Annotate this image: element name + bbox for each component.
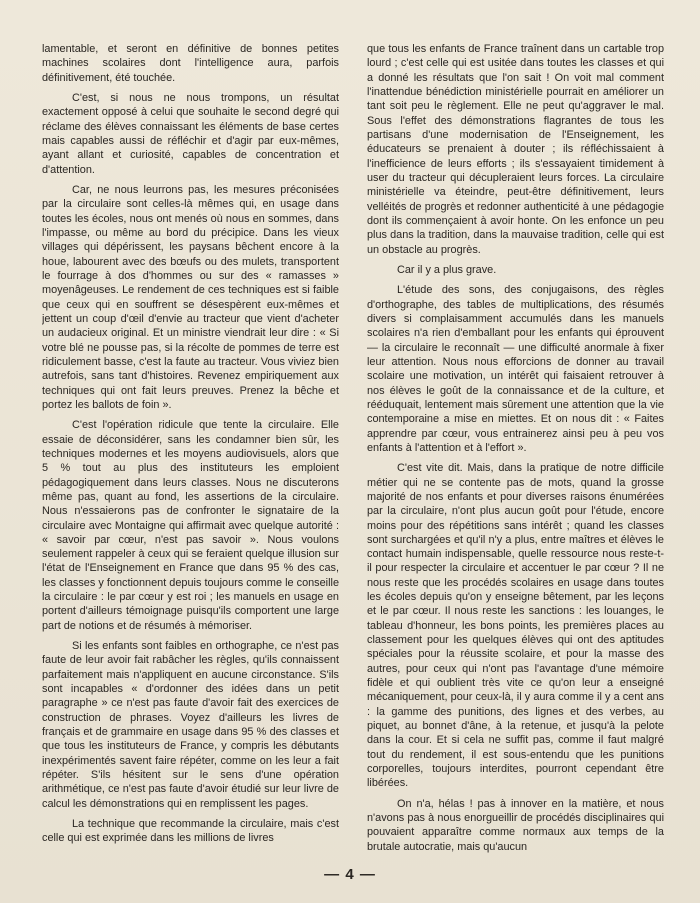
paragraph: La technique que recommande la circulaire, mais c'est celle qui est exprimée dans les millions de livres [42, 818, 339, 845]
right-column [367, 42, 664, 862]
paragraph: C'est vite dit. Mais, dans la pratique de notre difficile métier qui ne se contente pas de mots, quand la grosse majorité de nos enfants et pour diverses raisons énumérées par la circulaire, n'ont plus aucun goût pour l'étude, encore moins pour des répétitions sans intérêt ; quand les classes sont surchargées et qu'il n'y a plus, entre maîtres et élèves le contact humain indispensable, quelle ressource nous reste-t-il pour respecter la circulaire et accentuer le par cœur ? Il ne nous reste que les procédés scolaires en usage dans toutes les écoles depuis qu'on y enseigne bêtement, par les leçons et le par cœur. Il nous reste les sanctions : les louanges, le tableau d'honneur, les bons points, les premières places au classement pour les quelques élèves qui ont des aptitudes spéciales pour la réussite scolaire, et pour la masse des autres, pour ceux qui n'ont pas l'avantage d'une mémoire fidèle et qui oublient très vite ce qu'on leur a enseigné mécaniquement, pour ceux-là, il y aura comme il y a cent ans : la gamme des punitions, des lignes et des verbes, au piquet, au bonnet d'âne, à la retenue, et jusqu'à la pelote dans la cour. Et si cela ne suffit pas, comme il faut malgré tout du rendement, il est sous-entendu que les punitions corporelles, toujours interdites, pourront cependant être libérées. [367, 462, 664, 790]
paragraph: lamentable, et seront en définitive de bonnes petites machines scolaires dont l'intelligence aura, parfois définitivement, été touchée. [42, 43, 339, 84]
page-number: — 4 — [324, 866, 376, 883]
paragraph: C'est l'opération ridicule que tente la circulaire. Elle essaie de déconsidérer, sans les condamner bien sûr, les techniques modernes et les moyens audiovisuels, alors que 5 % tout au plus des instituteurs les emploient pédagogiquement dans leurs classes. Nous ne discuterons même pas, quant au fond, les assertions de la circulaire. Nous n'essaierons pas de confronter le signataire de la circulaire avec Montaigne qui affirmait avec quelque autorité : « savoir par cœur, n'est pas savoir ». Nous voulons seulement rappeler à ceux qui se feraient quelque illusion sur l'état de l'Enseignement en France que dans 95 % des cas, les classes y fonctionnent depuis toujours comme le conseille la circulaire : le par cœur y est roi ; les manuels en usage en portent d'ailleurs témoignage puisqu'ils comportent une large part de notions et de résumés à mémoriser. [42, 419, 339, 632]
text-columns [42, 42, 664, 862]
paragraph: Si les enfants sont faibles en orthographe, ce n'est pas faute de leur avoir fait rabâcher les règles, qu'ils connaissent parfaitement mais n'appliquent en aucune circonstance. S'ils sont incapables « d'ordonner des idées dans un petit paragraphe » ce n'est pas faute d'avoir fait des exercices de construction de phrases. Voyez d'ailleurs les livres de français et de grammaire en usage dans 95 % des classes et que tous les instituteurs de France, y compris les débutants inexpérimentés savent faire répéter, comme on les leur a fait répéter. S'ils hésitent sur le sens d'une opération arithmétique, ce n'est pas faute d'avoir étudié sur leur livre de calcul les démonstrations qui en remplissent les pages. [42, 640, 339, 810]
paragraph: Car, ne nous leurrons pas, les mesures préconisées par la circulaire sont celles-là mêmes qui, en usage dans toutes les écoles, nous ont menés où nous en sommes, dans l'impasse, ou même au bord du précipice. Dans les vieux villages qui dépérissent, les paysans bêchent encore à la houe, labourent avec des bœufs ou des mulets, transportent le fourrage à dos d'hommes ou sur des « ramasses » moyenâgeuses. Le rendement de ces techniques est si faible que ceux qui en souffrent se désespèrent eux-mêmes et jettent un coup d'œil d'envie au tracteur que vient d'acheter un audacieux original. Et un ministre viendrait leur dire : « Si votre blé ne pousse pas, si la récolte de pommes de terre est ridiculement basse, c'est la faute au tracteur. Vous viviez bien autrefois, sans tant d'histoires. Revenez empiriquement aux techniques qui ont fait leurs preuves. Prenez la bêche et portez les ballots de foin ». [42, 183, 339, 411]
paragraph: C'est, si nous ne nous trompons, un résultat exactement opposé à celui que souhaite le second degré qui réclame des élèves connaissant les éléments de base certes mais capables aussi de réfléchir et d'agir par eux-mêmes, ayant allant et curiosité, capables de concentration et d'attention. [42, 91, 339, 176]
paragraph: Car il y a plus grave. [397, 263, 497, 276]
paragraph: L'étude des sons, des conjugaisons, des règles d'orthographe, des tables de multiplications, des résumés divers si complaisamment accumulés dans les manuels scolaires n'a rien d'emballant pour les enfants qui éprouvent — la circulaire le reconnaît — une difficulté anormale à fixer leur attention. Nous nous efforcions de donner au travail scolaire une motivation, un intérêt qui faisaient retrouver à nos élèves le goût de la connaissance et de la culture, et rééduquait, lentement mais sûrement une attention que la vie contemporaine a mise en miettes. Et on nous dit : « Faites apprendre par cœur, vous entrainerez ainsi peu à peu vos enfants à l'attention et à l'effort ». [367, 284, 664, 454]
paragraph: On n'a, hélas ! pas à innover en la matière, et nous n'avons pas à nous enorgueillir de procédés disciplinaires qui pouvaient apparaître comme normaux aux temps de la brutale autocratie, mais qu'aucun [367, 797, 664, 853]
paragraph: que tous les enfants de France traînent dans un cartable trop lourd ; c'est celle qui est usitée dans toutes les classes et qui a donné les résultats que l'on sait ! On voit mal comment l'inattendue bénédiction ministérielle pourrait en améliorer un tant soit peu le règlement. Elle ne peut qu'aggraver le mal. Sous l'effet des démonstrations flagrantes de tous les partisans d'une modernisation de l'Enseignement, les éducateurs se prenaient à douter ; ils réfléchissaient à l'inefficience de leurs efforts ; ils s'essayaient timidement à user du tracteur qui décupleraient leurs forces. La circulaire ministérielle va éteindre, peut-être définitivement, leurs velléités de progrès et redonner authenticité à une pédagogie dont ils commençaient à avoir honte. On les enfonce un peu plus dans la tradition, dans la mauvaise tradition, celle qui est un obstacle au progrès. [367, 43, 664, 256]
left-column [42, 42, 339, 862]
